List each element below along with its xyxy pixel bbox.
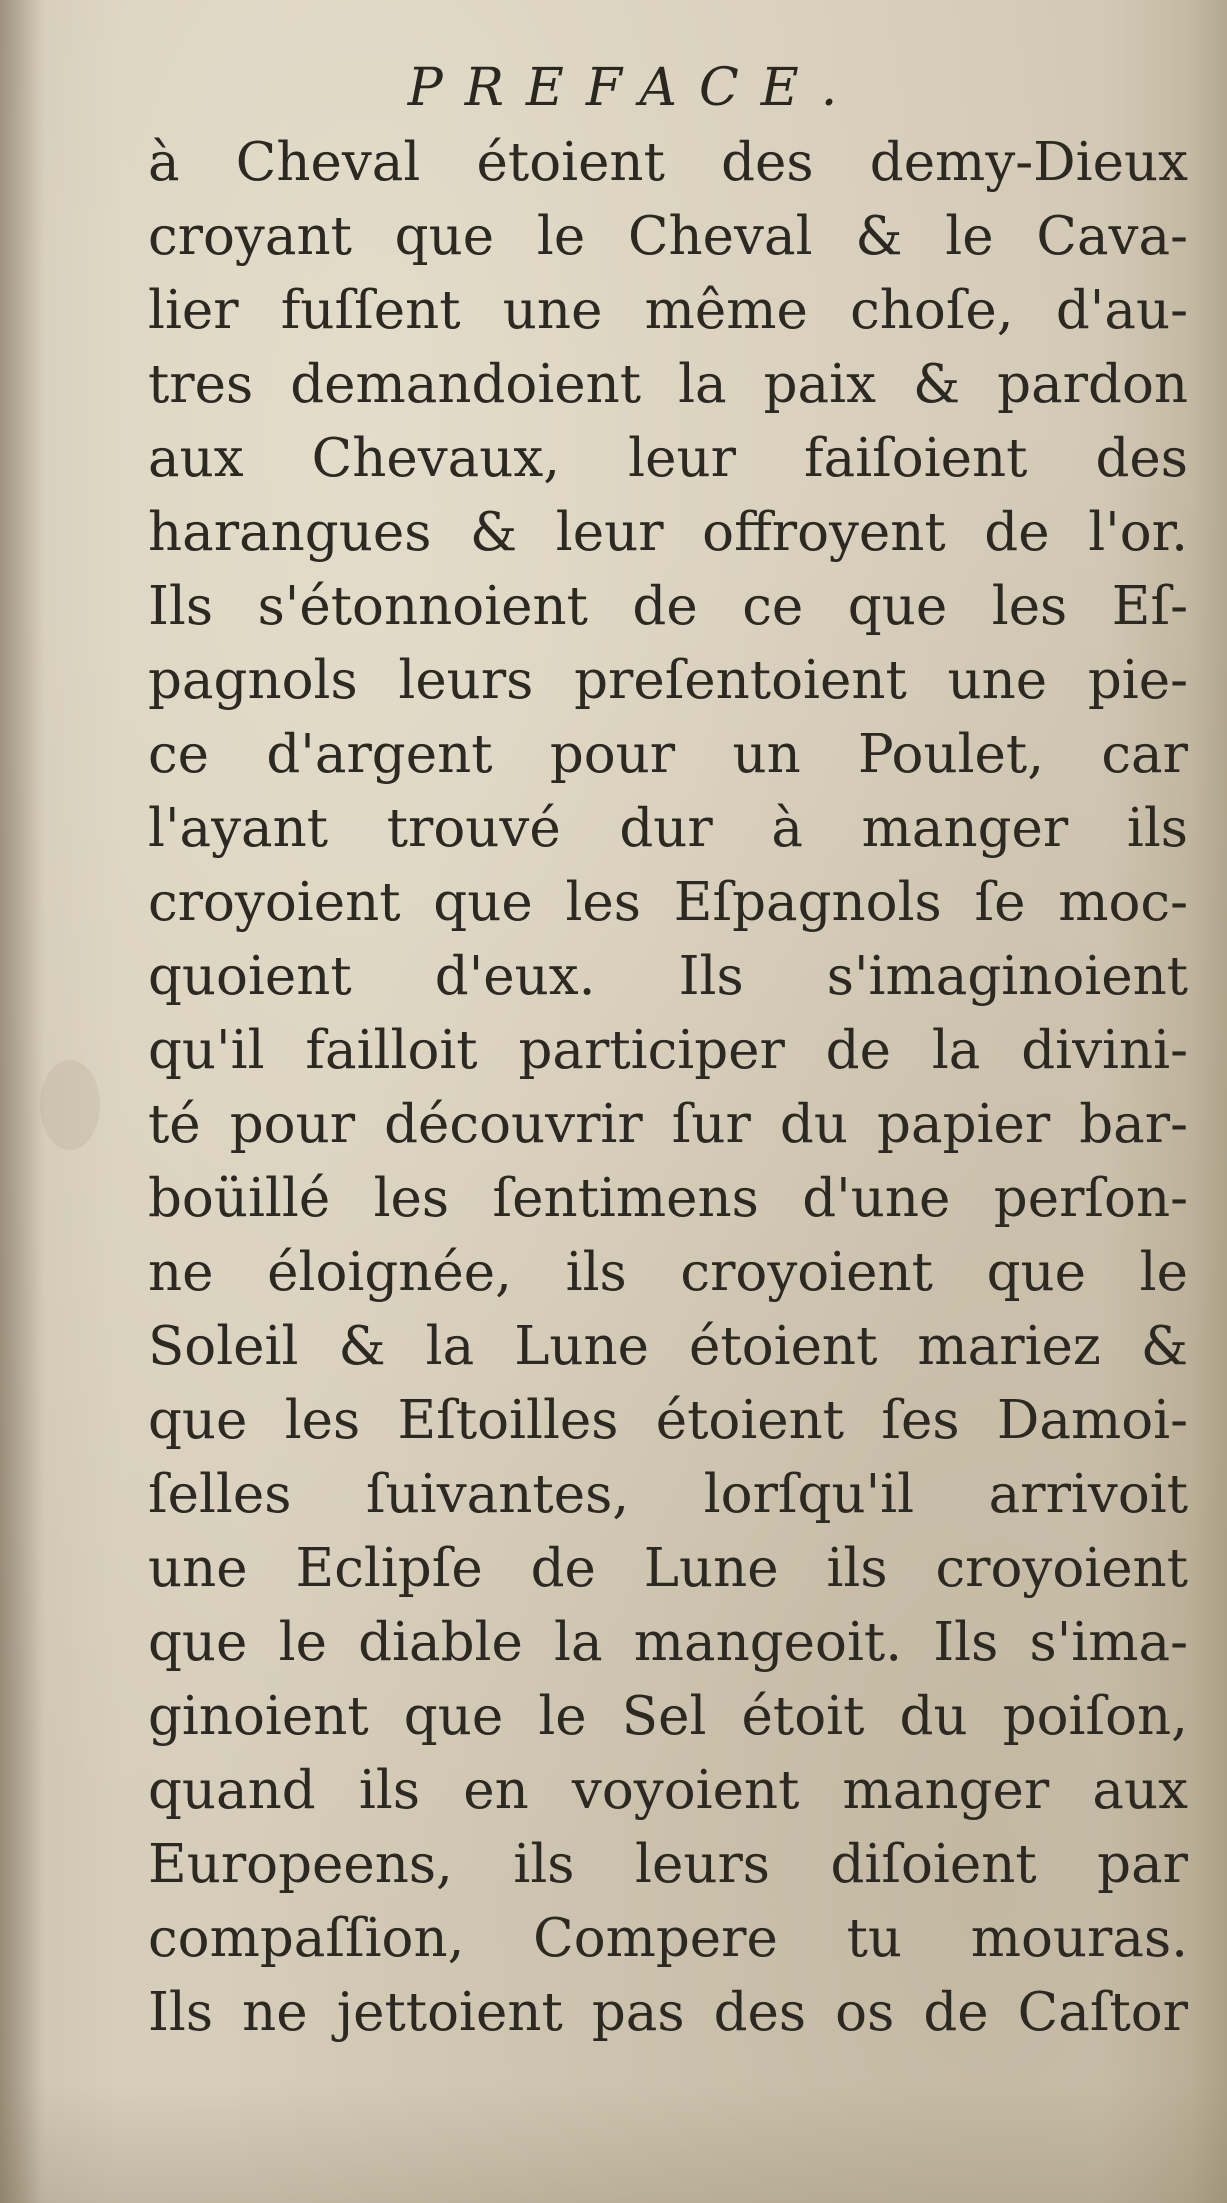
- text-line: tres demandoient la paix & pardon: [148, 354, 1188, 415]
- text-line: Ils s'étonnoient de ce que les Eſ-: [148, 576, 1188, 637]
- text-line: ne éloignée, ils croyoient que le: [148, 1242, 1188, 1303]
- text-line: à Cheval étoient des demy-Dieux: [148, 132, 1188, 193]
- text-line: boüillé les ſentimens d'une perſon-: [148, 1168, 1188, 1229]
- text-line: une Eclipſe de Lune ils croyoient: [148, 1538, 1188, 1599]
- text-line: ſelles ſuivantes, lorſqu'il arrivoit: [148, 1464, 1188, 1525]
- text-line: aux Chevaux, leur faiſoient des: [148, 428, 1188, 489]
- text-line: Soleil & la Lune étoient mariez &: [148, 1316, 1188, 1377]
- text-line: quoient d'eux. Ils s'imaginoient: [148, 946, 1188, 1007]
- text-line: lier fuſſent une même choſe, d'au-: [148, 280, 1188, 341]
- text-line: Europeens, ils leurs diſoient par: [148, 1834, 1188, 1895]
- body-text: [148, 126, 1188, 2050]
- text-line: ginoient que le Sel étoit du poiſon,: [148, 1686, 1188, 1747]
- text-line: Ils ne jettoient pas des os de Caſtor: [148, 1982, 1188, 2043]
- text-line: ce d'argent pour un Poulet, car: [148, 724, 1188, 785]
- text-line: que le diable la mangeoit. Ils s'ima-: [148, 1612, 1188, 1673]
- text-line: compaſſion, Compere tu mouras.: [148, 1908, 1188, 1969]
- paper-stain: [40, 1060, 100, 1150]
- text-line: croyoient que les Eſpagnols ſe moc-: [148, 872, 1188, 933]
- text-line: croyant que le Cheval & le Cava-: [148, 206, 1188, 267]
- page-bottom-shadow: [0, 2083, 1227, 2203]
- text-line: té pour découvrir ſur du papier bar-: [148, 1094, 1188, 1155]
- text-line: quand ils en voyoient manger aux: [148, 1760, 1188, 1821]
- running-header: PREFACE.: [407, 58, 860, 118]
- text-line: que les Eſtoilles étoient ſes Damoi-: [148, 1390, 1188, 1451]
- text-line: harangues & leur offroyent de l'or.: [148, 502, 1188, 563]
- text-line: l'ayant trouvé dur à manger ils: [148, 798, 1188, 859]
- page-gutter-shadow: [0, 0, 45, 2203]
- text-line: pagnols leurs preſentoient une pie-: [148, 650, 1188, 711]
- text-line: qu'il failloit participer de la divini-: [148, 1020, 1188, 1081]
